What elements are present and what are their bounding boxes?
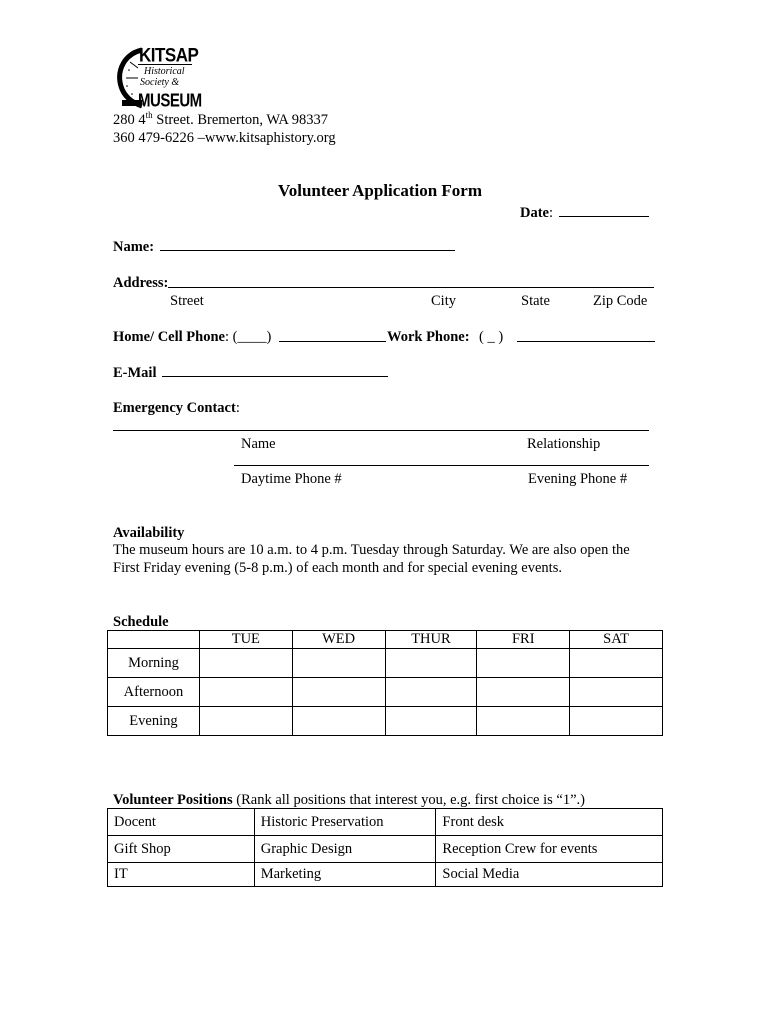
positions-row <box>108 809 663 836</box>
position-gift-shop[interactable]: Gift Shop <box>108 836 255 863</box>
schedule-cell[interactable] <box>570 707 663 736</box>
address-field[interactable] <box>168 287 654 288</box>
position-social-media[interactable]: Social Media <box>436 863 663 887</box>
schedule-cell[interactable] <box>570 649 663 678</box>
schedule-row-evening <box>108 707 663 736</box>
schedule-day-wed: WED <box>292 631 385 649</box>
schedule-row-afternoon <box>108 678 663 707</box>
schedule-time-evening: Evening <box>108 707 200 736</box>
schedule-cell[interactable] <box>477 649 570 678</box>
schedule-time-morning: Morning <box>108 649 200 678</box>
address-street-caption: Street <box>170 293 204 309</box>
schedule-cell[interactable] <box>199 707 292 736</box>
address-state-caption: State <box>521 293 550 309</box>
address-zip-caption: Zip Code <box>593 293 648 309</box>
schedule-heading: Schedule <box>113 614 169 630</box>
home-phone-label: Home/ Cell Phone: (____) <box>113 329 272 345</box>
date-field[interactable] <box>559 216 649 217</box>
schedule-cell[interactable] <box>385 678 477 707</box>
emergency-name-field[interactable] <box>113 430 649 431</box>
work-phone-label: Work Phone: <box>387 329 470 345</box>
positions-heading: Volunteer Positions (Rank all positions that interest you, e.g. first choice is “1”.) <box>113 792 585 808</box>
schedule-cell[interactable] <box>570 678 663 707</box>
email-label: E-Mail <box>113 365 157 381</box>
schedule-day-fri: FRI <box>477 631 570 649</box>
availability-text-line2: First Friday evening (5-8 p.m.) of each month and for special evening events. <box>113 560 562 576</box>
position-front-desk[interactable]: Front desk <box>436 809 663 836</box>
logo-historical-text: Historical <box>144 66 185 77</box>
museum-logo <box>116 44 202 112</box>
schedule-day-tue: TUE <box>199 631 292 649</box>
emergency-contact-label: Emergency Contact: <box>113 400 240 416</box>
logo-kitsap-text: KITSAP <box>139 44 199 66</box>
positions-row <box>108 863 663 887</box>
schedule-table <box>107 630 663 736</box>
home-phone-field[interactable] <box>279 341 386 342</box>
availability-heading: Availability <box>113 525 185 541</box>
schedule-cell[interactable] <box>292 707 385 736</box>
schedule-cell[interactable] <box>292 649 385 678</box>
emergency-daytime-caption: Daytime Phone # <box>241 471 342 487</box>
museum-address: 280 4th Street. Bremerton, WA 98337 <box>113 110 328 128</box>
schedule-cell[interactable] <box>477 707 570 736</box>
emergency-relationship-caption: Relationship <box>527 436 601 452</box>
schedule-cell[interactable] <box>199 678 292 707</box>
name-field[interactable] <box>160 250 455 251</box>
form-title: Volunteer Application Form <box>278 181 483 200</box>
emergency-name-caption: Name <box>241 436 276 452</box>
schedule-corner-cell <box>108 631 200 649</box>
emergency-evening-caption: Evening Phone # <box>528 471 628 487</box>
date-label: Date: <box>520 205 554 221</box>
schedule-cell[interactable] <box>199 649 292 678</box>
schedule-cell[interactable] <box>477 678 570 707</box>
work-phone-field[interactable] <box>517 341 655 342</box>
position-graphic-design[interactable]: Graphic Design <box>254 836 436 863</box>
logo-society-text: Society & <box>140 77 180 88</box>
schedule-day-thur: THUR <box>385 631 477 649</box>
schedule-cell[interactable] <box>385 649 477 678</box>
position-historic-preservation[interactable]: Historic Preservation <box>254 809 436 836</box>
emergency-phone-field[interactable] <box>234 465 649 466</box>
address-city-caption: City <box>431 293 456 309</box>
schedule-day-sat: SAT <box>570 631 663 649</box>
address-label: Address: <box>113 275 169 291</box>
schedule-cell[interactable] <box>385 707 477 736</box>
schedule-row-morning <box>108 649 663 678</box>
schedule-time-afternoon: Afternoon <box>108 678 200 707</box>
positions-table <box>107 808 663 887</box>
position-marketing[interactable]: Marketing <box>254 863 436 887</box>
availability-text-line1: The museum hours are 10 a.m. to 4 p.m. Tuesday through Saturday. We are also open the <box>113 542 630 558</box>
email-field[interactable] <box>162 376 388 377</box>
position-it[interactable]: IT <box>108 863 255 887</box>
work-phone-paren: ( _ ) <box>479 329 504 345</box>
name-label: Name: <box>113 239 155 255</box>
position-reception-crew[interactable]: Reception Crew for events <box>436 836 663 863</box>
logo-museum-text: MUSEUM <box>138 91 202 112</box>
position-docent[interactable]: Docent <box>108 809 255 836</box>
museum-contact: 360 479-6226 –www.kitsaphistory.org <box>113 130 336 146</box>
schedule-cell[interactable] <box>292 678 385 707</box>
positions-row <box>108 836 663 863</box>
